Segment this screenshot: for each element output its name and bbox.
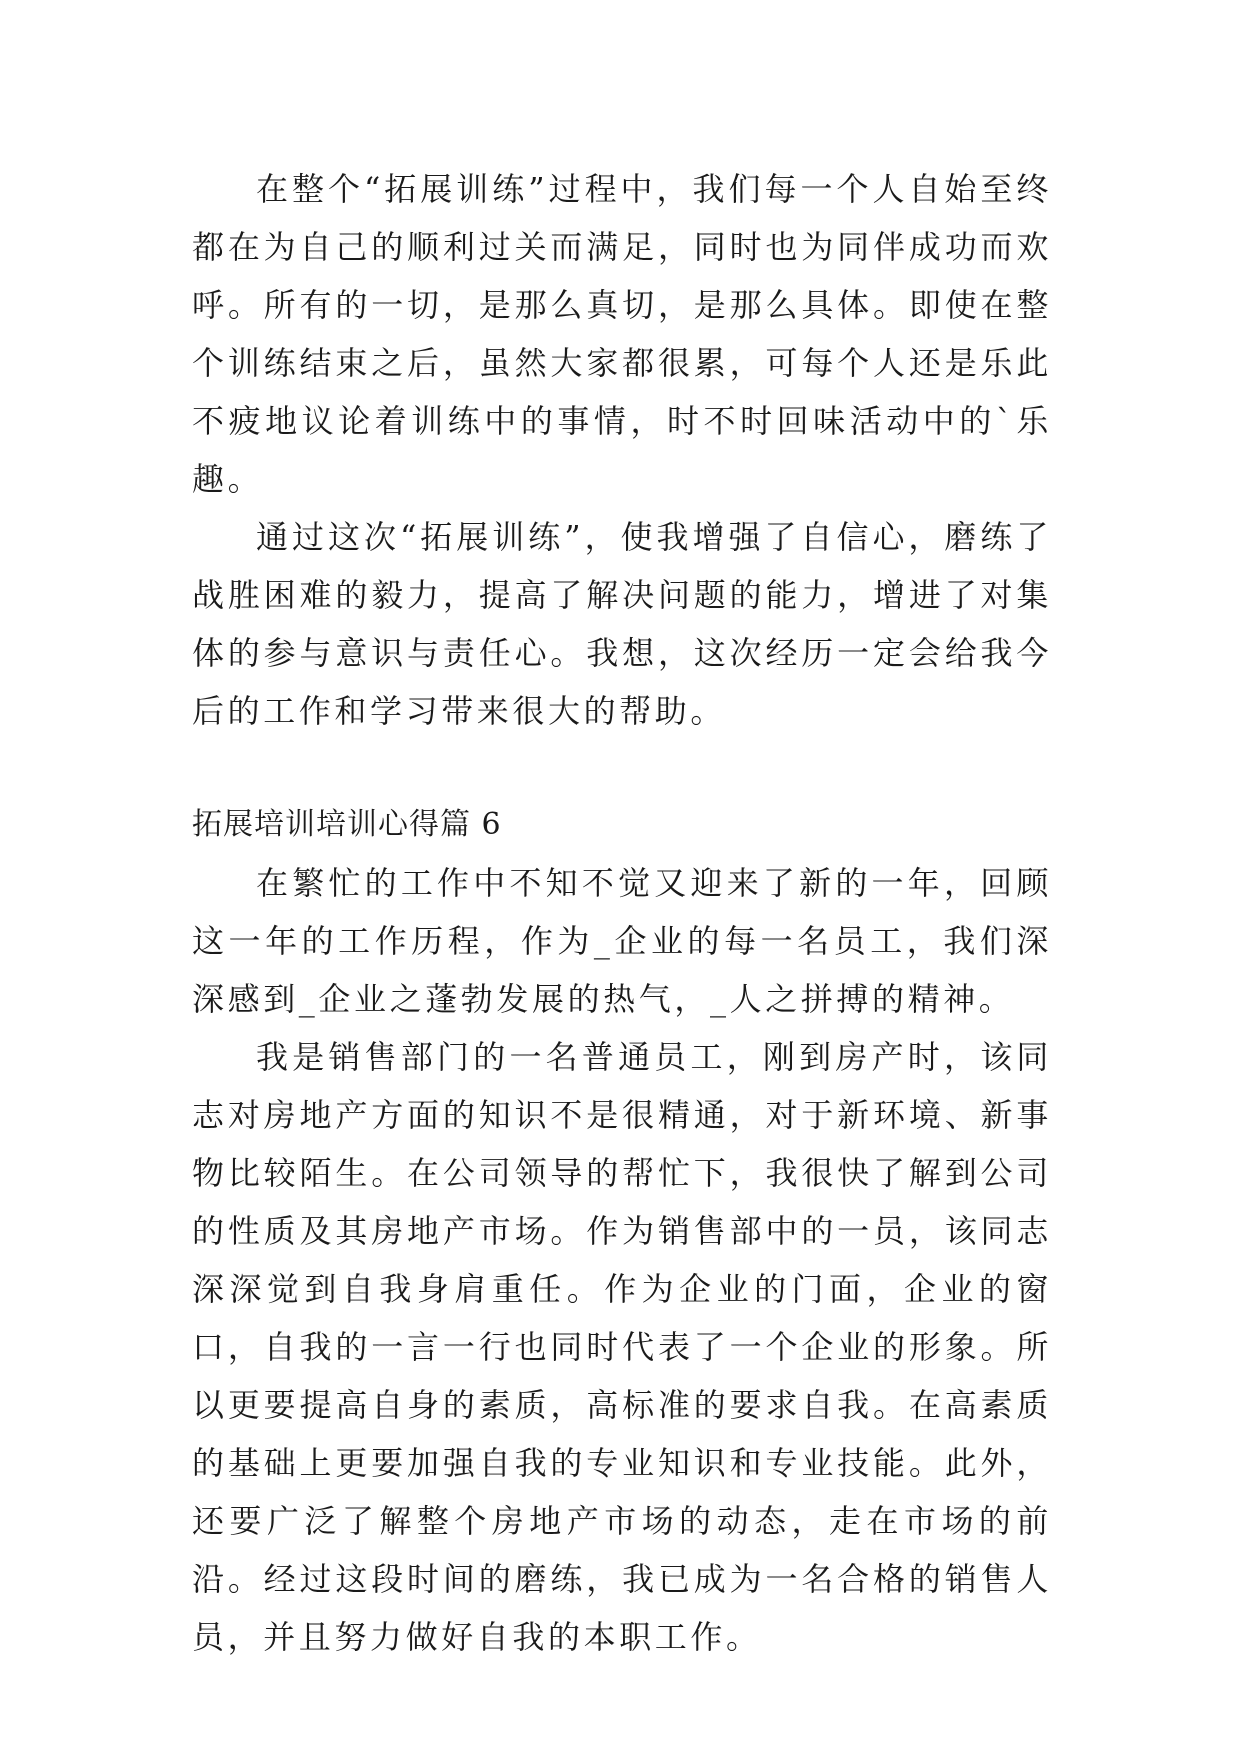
paragraph-training-experience: 在整个“拓展训练”过程中，我们每一个人自始至终都在为自己的顺利过关而满足，同时也为同伴成功而欢呼。所有的一切，是那么真切，是那么具体。即使在整个训练结束之后，虽然大家都很累，可每个人还是乐此不疲地议论着训练中的事情，时不时回味活动中的`乐趣。 bbox=[192, 170, 1052, 498]
paragraph-training-gains: 通过这次“拓展训练”，使我增强了自信心，磨练了战胜困难的毅力，提高了解决问题的能力，增进了对集体的参与意识与责任心。我想，这次经历一定会给我今后的工作和学习带来很大的帮助。 bbox=[192, 518, 1052, 730]
section-title: 拓展培训培训心得篇 6 bbox=[192, 807, 502, 842]
paragraph-year-review: 在繁忙的工作中不知不觉又迎来了新的一年，回顾这一年的工作历程，作为_企业的每一名员工，我们深深感到_企业之蓬勃发展的热气，_人之拼搏的精神。 bbox=[192, 864, 1052, 1018]
paragraph-sales-experience: 我是销售部门的一名普通员工，刚到房产时，该同志对房地产方面的知识不是很精通，对于新环境、新事物比较陌生。在公司领导的帮忙下，我很快了解到公司的性质及其房地产市场。作为销售部中的一员，该同志深深觉到自我身肩重任。作为企业的门面，企业的窗口，自我的一言一行也同时代表了一个企业的形象。所以更要提高自身的素质，高标准的要求自我。在高素质的基础上更要加强自我的专业知识和专业技能。此外，还要广泛了解整个房地产市场的动态，走在市场的前沿。经过这段时间的磨练，我已成为一名合格的销售人员，并且努力做好自我的本职工作。 bbox=[192, 1038, 1052, 1656]
document-body bbox=[192, 160, 1052, 1666]
